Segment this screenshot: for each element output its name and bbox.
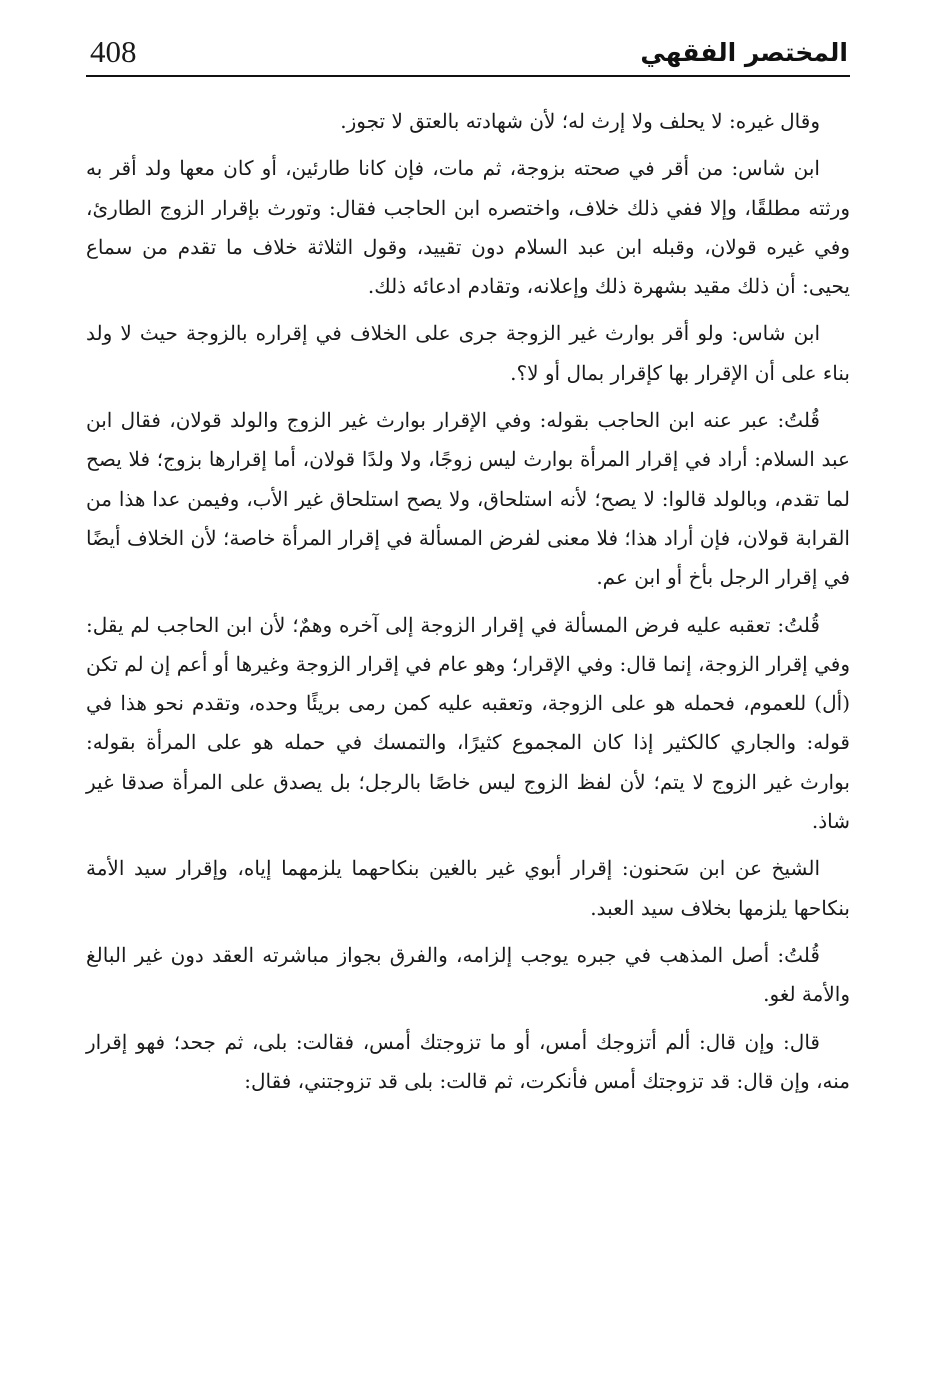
paragraph: وقال غيره: لا يحلف ولا إرث له؛ لأن شهادته بالعتق لا تجوز. [340,109,820,133]
paragraph: قال: وإن قال: ألم أتزوجك أمس، أو ما تزوجتك أمس، فقالت: بلى، ثم جحد؛ فهو إقرار منه، وإن قال: قد تزوجتك أمس فأنكرت، ثم قالت: بلى قد تزوجتني، فقال: [86,1029,850,1093]
paragraph: قُلتُ: أصل المذهب في جبره يوجب إلزامه، والفرق بجواز مباشرته العقد دون غير البالغ والأمة لغو. [86,942,850,1007]
paragraph: قُلتُ: تعقبه عليه فرض المسألة في إقرار الزوجة إلى آخره وهمٌ؛ لأن ابن الحاجب لم يقل: وفي إقرار الزوجة، إنما قال: وفي الإقرار؛ وهو عام في إقرار الزوجة وغيرها أو أعم إن لم تكن (أل) للعموم، فحمله هو على الزوجة، وتعقبه عليه كمن رمى بريئًا وحده، وتقدم نحو هذا في قوله: والجاري كالكثير إذا كان المجموع كثيرًا، والتمسك في حمله هو على المرأة بقوله: بوارث غير الزوج لا يتم؛ لأن لفظ الزوج ليس خاصًا بالرجل؛ بل يصدق على المرأة صدقا غير شاذ. [86,612,850,834]
page-number: 408 [90,34,137,69]
page-header [86,30,850,76]
paragraph: ابن شاس: ولو أقر بوارث غير الزوجة جرى على الخلاف في إقراره بالزوجة حيث لا ولد بناء على أن الإقرار بها كإقرار بمال أو لا؟. [86,321,850,385]
header-divider [86,75,850,77]
paragraph: قُلتُ: عبر عنه ابن الحاجب بقوله: وفي الإقرار بوارث غير الزوج والولد قولان، فقال ابن عبد السلام: أراد في إقرار المرأة بوارث ليس زوجًا، ولا ولدًا قولان، أما إقرارها بزوج؛ فلا يصح لما تقدم، وبالولد قالوا: لا يصح؛ لأنه استلحاق، ولا يصح استلحاق غير الأب، وفيمن عدا هذا من القرابة قولان، فإن أراد هذا؛ فلا معنى لفرض المسألة في إقرار المرأة خاصة؛ لأن الخلاف أيضًا في إقرار الرجل بأخ أو ابن عم. [86,408,850,590]
paragraph: الشيخ عن ابن سَحنون: إقرار أبوي غير بالغين بنكاحهما يلزمهما إياه، وإقرار سيد الأمة بنكاحها يلزمها بخلاف سيد العبد. [86,856,850,920]
book-page [86,30,850,1350]
page-body [86,102,850,1101]
book-title: المختصر الفقهي [640,38,848,67]
paragraph: ابن شاس: من أقر في صحته بزوجة، ثم مات، فإن كانا طارئين، أو كان معها ولد أقر به ورثته مطلقًا، وإلا ففي ذلك خلاف، واختصره ابن الحاجب فقال: وتورث بإقرار الزوج الطارئ، وفي غيره قولان، وقبله ابن عبد السلام دون تقييد، وقول الثلاثة خلاف ما تقدم من سماع يحيى: أن ذلك مقيد بشهرة ذلك وإعلانه، وتقادم ادعائه ذلك. [86,156,851,299]
